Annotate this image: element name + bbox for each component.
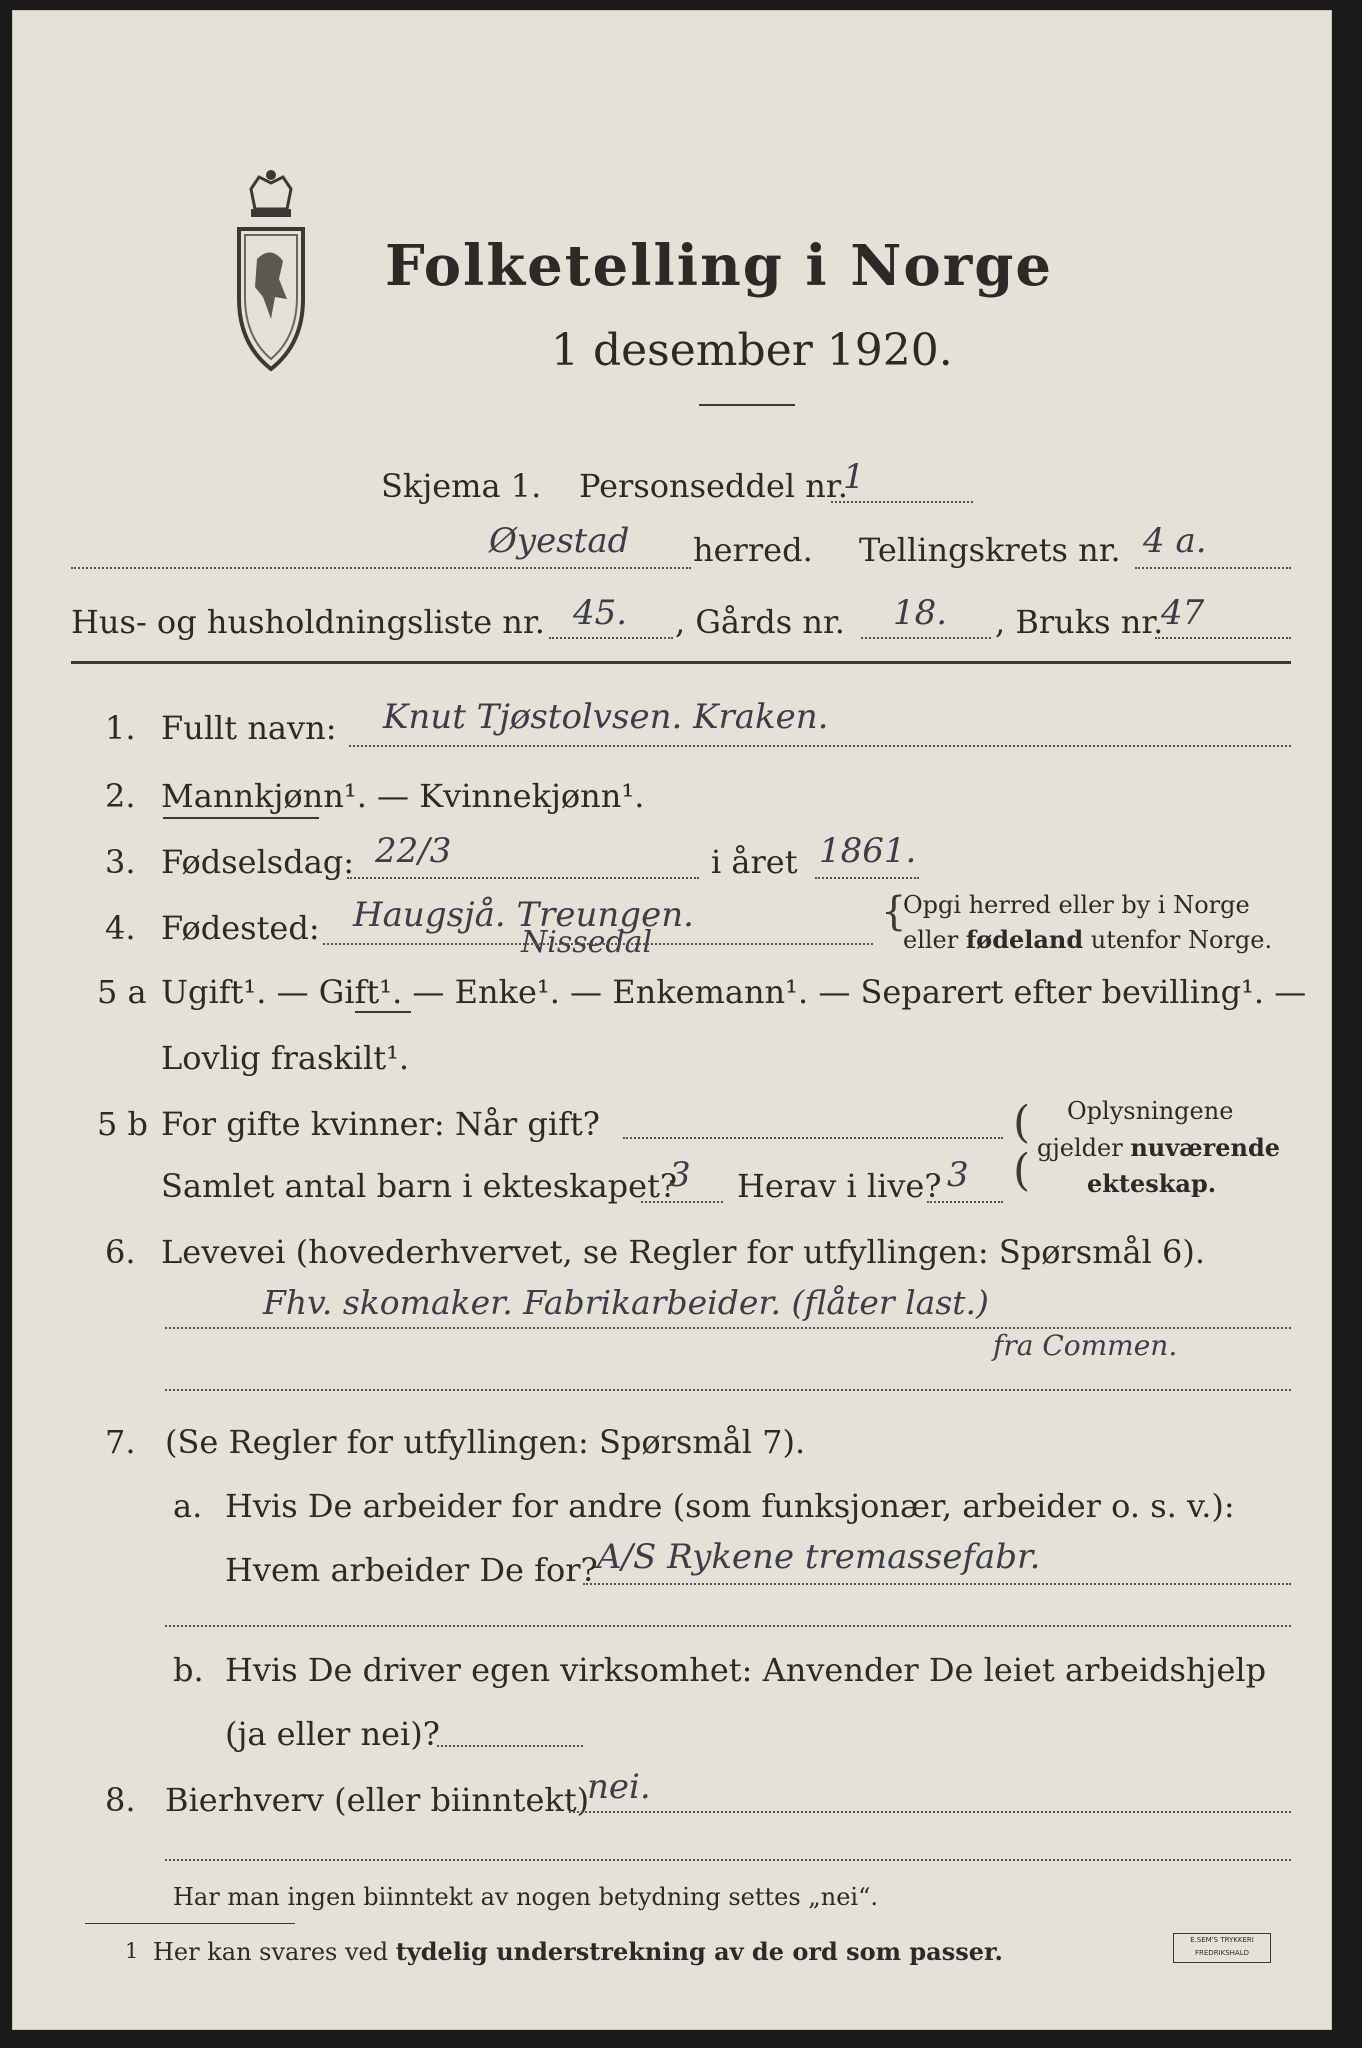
q7a-label: Hvis De arbeider for andre (som funksjonær, arbeider o. s. v.):	[225, 1487, 1235, 1525]
birth-year-value[interactable]: 1861.	[819, 831, 917, 871]
q7a-letter: a.	[173, 1487, 203, 1525]
hired-help-line	[437, 1745, 583, 1747]
gender-options[interactable]: Mannkjønn¹. — Kvinnekjønn¹.	[161, 777, 645, 815]
q2-number: 2.	[105, 777, 136, 815]
birthplace-note-1: Opgi herred eller by i Norge	[903, 891, 1250, 919]
q1-number: 1.	[105, 709, 136, 747]
children-total-label: Samlet antal barn i ekteskapet?	[161, 1167, 678, 1205]
hus-label: Hus- og husholdningsliste nr.	[71, 603, 545, 641]
q7-number: 7.	[105, 1423, 136, 1461]
birth-year-line	[815, 877, 919, 879]
footer-note: Har man ingen biinntekt av nogen betydning settes „nei“.	[173, 1883, 878, 1911]
birthplace-note-2	[903, 925, 1272, 954]
q5a-number: 5 a	[97, 973, 147, 1011]
herred-line	[71, 567, 691, 569]
bruks-line	[1155, 637, 1291, 639]
children-total-value[interactable]: 3	[669, 1155, 691, 1195]
children-alive-line	[927, 1201, 1003, 1203]
children-total-line	[641, 1201, 723, 1203]
full-name-line	[349, 745, 1291, 747]
when-married-line	[623, 1137, 1003, 1139]
tellingskrets-label: Tellingskrets nr.	[859, 531, 1121, 569]
gards-label: , Gårds nr.	[675, 603, 845, 641]
q6-label: Levevei (hovederhvervet, se Regler for utfyllingen: Spørsmål 6).	[161, 1233, 1206, 1271]
full-name-value[interactable]: Knut Tjøstolvsen. Kraken.	[383, 697, 829, 737]
q5b-label: For gifte kvinner: Når gift?	[161, 1105, 600, 1143]
marital-status-options-2[interactable]: Lovlig fraskilt¹.	[161, 1039, 410, 1077]
employer-value[interactable]: A/S Rykene tremassefabr.	[597, 1537, 1041, 1577]
q7b-letter: b.	[173, 1651, 204, 1689]
birth-year-label: i året	[711, 843, 798, 881]
herred-value[interactable]: Øyestad	[489, 521, 630, 561]
q4-number: 4.	[105, 909, 136, 947]
married-underline	[355, 1011, 411, 1013]
footnote-mark: 1	[125, 1939, 139, 1963]
birthday-value[interactable]: 22/3	[375, 831, 452, 871]
birthplace-note-2c: utenfor Norge.	[1083, 926, 1273, 954]
footnote-rule	[85, 1923, 295, 1924]
q5b-note-2	[1037, 1133, 1280, 1162]
q7-separator	[165, 1625, 1291, 1627]
birthplace-line	[323, 943, 873, 945]
marital-status-options[interactable]: Ugift¹. — Gift¹. — Enke¹. — Enkemann¹. — Separert efter bevilling¹. —	[161, 973, 1307, 1011]
q3-number: 3.	[105, 843, 136, 881]
q8-line-2	[165, 1859, 1291, 1861]
coat-of-arms-icon	[221, 169, 321, 379]
header-rule	[71, 661, 1291, 664]
q5b-brace-1: (	[1013, 1097, 1031, 1148]
title-divider	[699, 404, 795, 406]
q3-label: Fødselsdag:	[161, 843, 355, 881]
q5b-note-1: Oplysningene	[1067, 1097, 1234, 1125]
birthday-line	[347, 877, 699, 879]
q5b-brace-2: (	[1013, 1145, 1031, 1196]
employer-line	[583, 1583, 1291, 1585]
q7b-label: Hvis De driver egen virksomhet: Anvender De leiet arbeidshjelp	[225, 1651, 1267, 1689]
side-income-line	[569, 1811, 1291, 1813]
occupation-value-2[interactable]: fra Commen.	[993, 1329, 1178, 1362]
q5b-note-2a: gjelder	[1037, 1134, 1131, 1162]
employer-label: Hvem arbeider De for?	[225, 1551, 598, 1589]
tellingskrets-line	[1135, 567, 1291, 569]
birthplace-brace: {	[881, 889, 907, 935]
children-alive-label: Herav i live?	[737, 1167, 942, 1205]
hus-line	[549, 637, 673, 639]
occupation-value[interactable]: Fhv. skomaker. Fabrikarbeider. (flåter last.)	[263, 1283, 989, 1322]
footnote-text-b: tydelig understrekning av de ord som passer.	[395, 1937, 1003, 1966]
printer-stamp: E.SEM'S TRYKKERI FREDRIKSHALD	[1173, 1933, 1271, 1963]
q5b-note-2b: nuværende	[1130, 1133, 1281, 1162]
bruks-label: , Bruks nr.	[995, 603, 1164, 641]
personseddel-label: Personseddel nr.	[579, 467, 848, 505]
personseddel-value[interactable]: 1	[843, 457, 865, 497]
occupation-line-2	[165, 1389, 1291, 1391]
q8-number: 8.	[105, 1781, 136, 1819]
personseddel-line	[831, 501, 973, 503]
birthplace-note-2b: fødeland	[965, 925, 1084, 954]
hus-value[interactable]: 45.	[573, 593, 628, 633]
footnote-text	[153, 1937, 1003, 1966]
q5b-note-3: ekteskap.	[1087, 1169, 1217, 1198]
side-income-value[interactable]: nei.	[587, 1767, 651, 1807]
q1-label: Fullt navn:	[161, 709, 337, 747]
children-alive-value[interactable]: 3	[947, 1155, 969, 1195]
census-date: 1 desember 1920.	[551, 325, 953, 376]
gards-value[interactable]: 18.	[893, 593, 948, 633]
birthplace-value[interactable]: Haugsjå. Treungen.	[353, 895, 694, 935]
hired-help-label: (ja eller nei)?	[225, 1715, 440, 1753]
gender-underline	[163, 817, 319, 819]
census-form-page	[12, 10, 1332, 2030]
gards-line	[861, 637, 991, 639]
herred-label: herred.	[693, 531, 813, 569]
q8-label: Bierhverv (eller biinntekt)	[165, 1781, 590, 1819]
q7-label: (Se Regler for utfyllingen: Spørsmål 7).	[165, 1423, 806, 1461]
q6-number: 6.	[105, 1233, 136, 1271]
birthplace-value-2[interactable]: Nissedal	[521, 925, 653, 960]
bruks-value[interactable]: 47	[1161, 593, 1205, 633]
form-title: Folketelling i Norge	[385, 233, 1054, 299]
birthplace-note-2a: eller	[903, 926, 966, 954]
footnote-text-a: Her kan svares ved	[153, 1938, 396, 1966]
q4-label: Fødested:	[161, 909, 320, 947]
schema-label: Skjema 1.	[381, 467, 542, 505]
tellingskrets-value[interactable]: 4 a.	[1143, 521, 1207, 561]
q5b-number: 5 b	[97, 1105, 149, 1143]
